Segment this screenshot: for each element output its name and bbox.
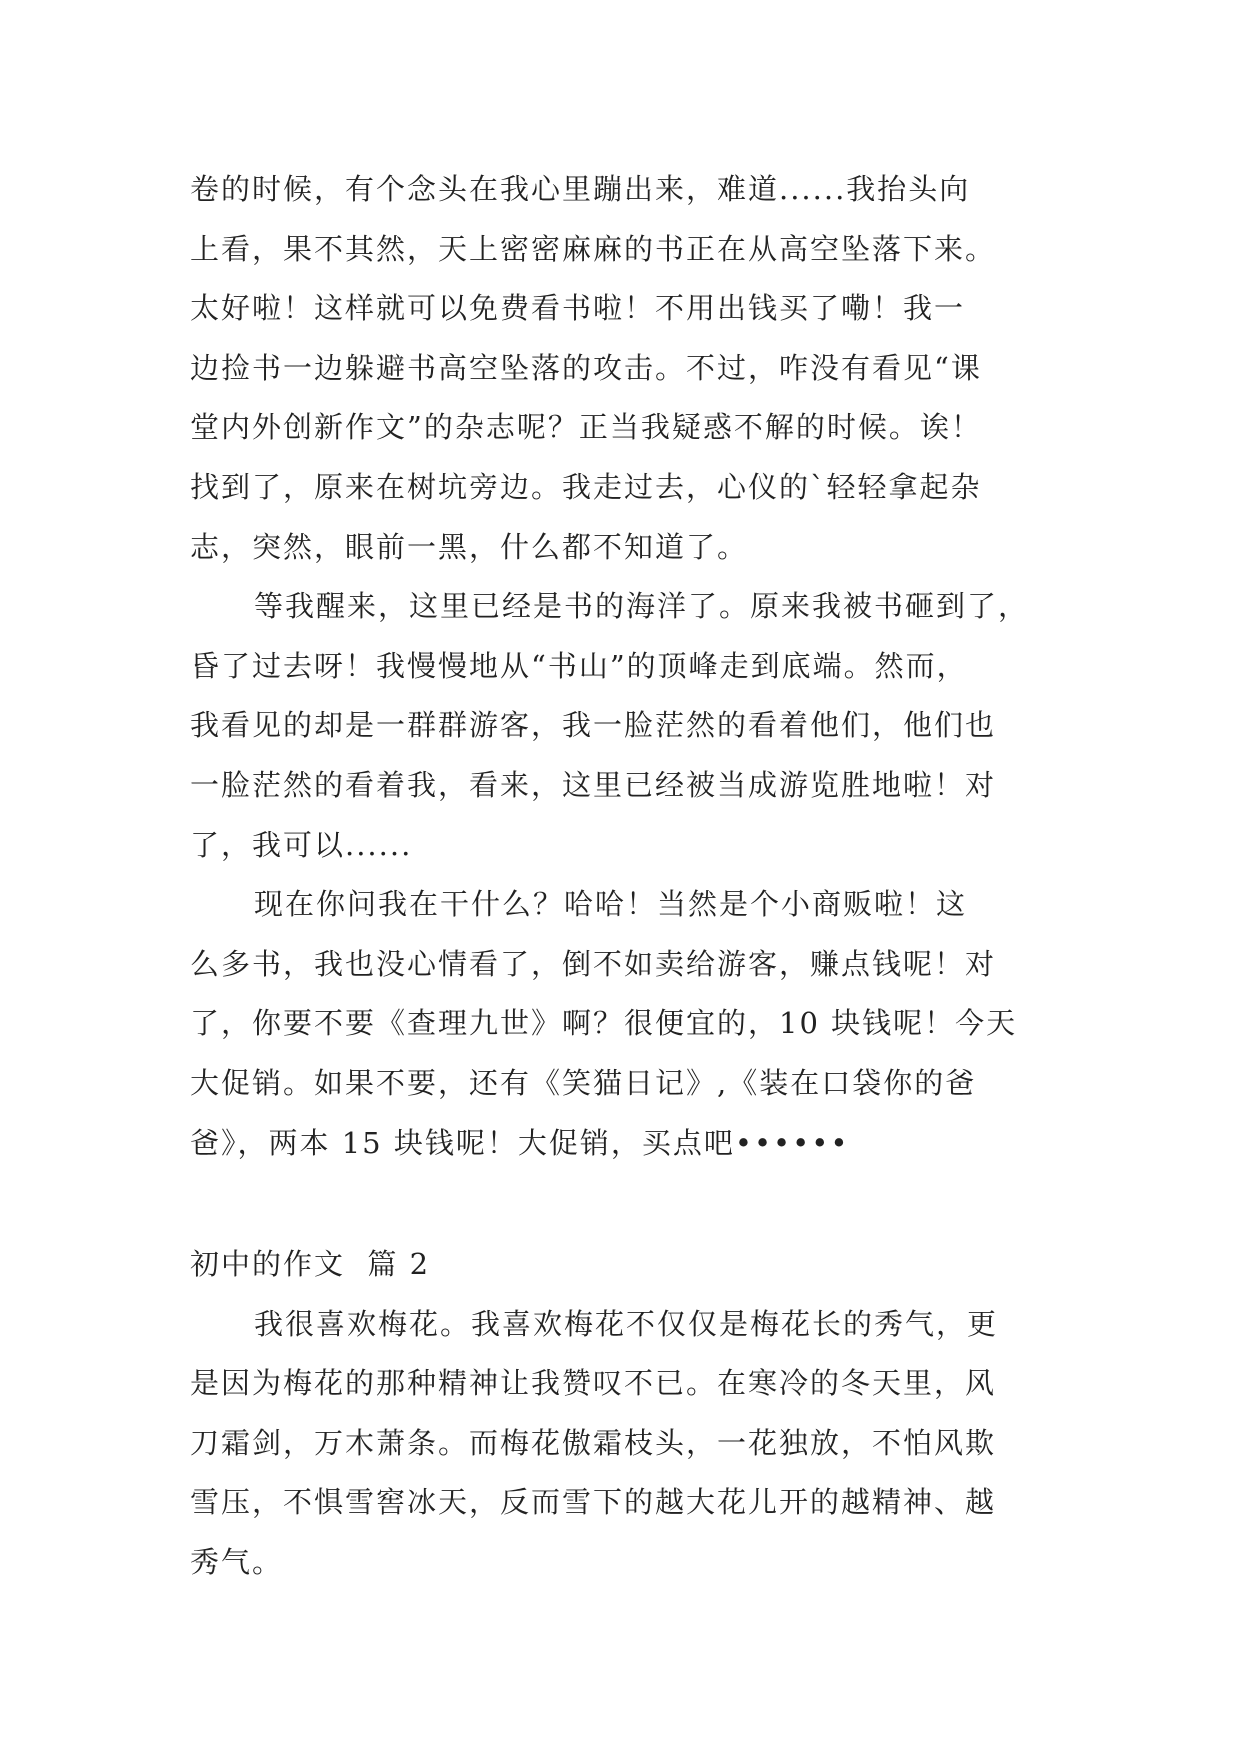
text-line: 找到了，原来在树坑旁边。我走过去，心仪的`轻轻拿起杂 [190,469,982,504]
text-line: 刀霜剑，万木萧条。而梅花傲霜枝头，一花独放，不怕风欺 [190,1425,997,1460]
essay2-heading: 初中的作文 篇 2 [190,1247,431,1282]
text-line: 了，我可以...... [190,827,413,862]
text-line: 大促销。如果不要，还有《笑猫日记》,《装在口袋你的爸 [190,1065,977,1100]
text-line: 秀气。 [190,1545,284,1580]
document-body [190,160,1060,1593]
text-line: 堂内外创新作文”的杂志呢？正当我疑惑不解的时候。诶！ [190,410,982,445]
text-line: 志，突然，眼前一黑，什么都不知道了。 [190,529,749,564]
essay1-paragraph-3 [190,875,1060,1173]
text-line: 昏了过去呀！我慢慢地从“书山”的顶峰走到底端。然而， [190,648,968,683]
section-gap [190,1173,1060,1235]
text-line: 现在你问我在干什么？哈哈！当然是个小商贩啦！这 [254,887,968,922]
text-line: 是因为梅花的那种精神让我赞叹不已。在寒冷的冬天里，风 [190,1366,997,1401]
text-line: 我看见的却是一群群游客，我一脸茫然的看着他们，他们也 [190,708,997,743]
text-line: 等我醒来，这里已经是书的海洋了。原来我被书砸到了， [254,589,1030,624]
text-line: 我很喜欢梅花。我喜欢梅花不仅仅是梅花长的秀气，更 [254,1306,999,1341]
text-line: 上看，果不其然，天上密密麻麻的书正在从高空坠落下来。 [190,231,997,266]
text-line: 了，你要不要《查理九世》啊？很便宜的，10 块钱呢！今天 [190,1006,1018,1041]
text-line: 太好啦！这样就可以免费看书啦！不用出钱买了嘞！我一 [190,291,966,326]
essay1-paragraph-1 [190,160,1060,577]
text-line: 雪压，不惧雪窖冰天，反而雪下的越大花儿开的越精神、越 [190,1485,997,1520]
text-line: 卷的时候，有个念头在我心里蹦出来，难道......我抬头向 [190,172,971,206]
text-line: 爸》，两本 15 块钱呢！大促销，买点吧•••••• [190,1125,850,1160]
text-line: 么多书，我也没心情看了，倒不如卖给游客，赚点钱呢！对 [190,946,997,981]
essay1-paragraph-2 [190,577,1060,875]
text-line: 一脸茫然的看着我，看来，这里已经被当成游览胜地啦！对 [190,767,997,802]
essay2-paragraph-1 [190,1295,1060,1593]
text-line: 边捡书一边躲避书高空坠落的攻击。不过，咋没有看见“课 [190,350,982,385]
